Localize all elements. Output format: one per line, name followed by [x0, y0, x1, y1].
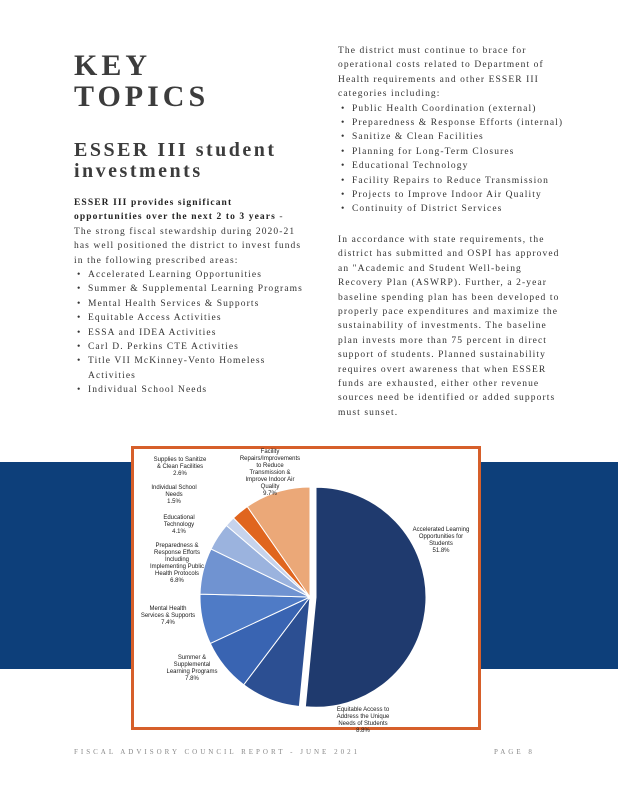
slice-label: Summer & Supplemental Learning Programs 7.8%	[166, 655, 218, 682]
list-item: • Accelerated Learning Opportunities	[88, 268, 304, 282]
slice-label: Individual School Needs 1.5%	[151, 485, 197, 505]
cost-categories-list	[338, 102, 570, 217]
list-item: • Facility Repairs to Reduce Transmission	[352, 174, 570, 188]
list-item: • ESSA and IDEA Activities	[88, 326, 304, 340]
list-item: • Sanitize & Clean Facilities	[352, 130, 570, 144]
left-column	[74, 50, 304, 398]
section-lead	[74, 196, 304, 268]
list-item: • Projects to Improve Indoor Air Quality	[352, 188, 570, 202]
slice-label: Facility Repairs/Improvements to Reduce Transmission & Improve Indoor Air Quality 9.7%	[239, 449, 301, 497]
list-item: • Planning for Long-Term Closures	[352, 145, 570, 159]
section-title	[74, 140, 304, 182]
section-title-line-1: ESSER III student	[74, 139, 277, 161]
prescribed-areas-list	[74, 268, 304, 398]
recovery-plan-paragraph: In accordance with state requirements, the district has submitted and OSPI has approved an "Academic and Student Well-being Recovery Plan (ASWRP). Further, a 2-year baseline spending plan has been developed to properly pace expenditures and maximize the sustainability of investments. The baseline plan invests more than 75 percent in direct support of students. Planned sustainability requires overt awareness that when ESSER funds are exhausted, either other revenue sources need be identified or added supports must sunset.	[338, 234, 560, 418]
slice-label: Accelerated Learning Opportunities for Students 51.8%	[412, 527, 470, 554]
footer-report-title: FISCAL ADVISORY COUNCIL REPORT - JUNE 2021	[74, 748, 361, 756]
list-item: • Educational Technology	[352, 159, 570, 173]
right-column	[338, 44, 570, 420]
slice-label: Supplies to Sanitize & Clean Facilities 2.6%	[153, 457, 207, 477]
list-item: • Carl D. Perkins CTE Activities	[88, 340, 304, 354]
footer-page-number: PAGE 8	[494, 748, 535, 756]
list-item: • Equitable Access Activities	[88, 311, 304, 325]
list-item: • Title VII McKinney-Vento Homeless Activities	[88, 354, 304, 383]
lead-rest: - The strong fiscal stewardship during 2020-21 has well positioned the district to invest funds in the following prescribed areas:	[74, 212, 302, 266]
list-item: • Preparedness & Response Efforts (internal)	[352, 116, 570, 130]
list-item: • Continuity of District Services	[352, 202, 570, 216]
slice-label: Preparedness & Response Efforts Including Implementing Public Health Protocols 6.8%	[149, 543, 205, 584]
slice-label: Equitable Access to Address the Unique Needs of Students 8.8%	[336, 707, 390, 734]
slice-label: Mental Health Services & Supports 7.4%	[140, 606, 196, 626]
slice-label: Educational Technology 4.1%	[163, 515, 195, 535]
key-topics-heading	[74, 50, 304, 112]
list-item: • Summer & Supplemental Learning Programs	[88, 282, 304, 296]
pie-chart	[134, 449, 478, 734]
list-item: • Mental Health Services & Supports	[88, 297, 304, 311]
list-item: • Public Health Coordination (external)	[352, 102, 570, 116]
section-title-line-2: investments	[74, 160, 203, 182]
costs-intro: The district must continue to brace for operational costs related to Department of Health requirements and other ESSER III categories including:	[338, 46, 544, 100]
lead-bold: ESSER III provides significant opportunities over the next 2 to 3 years	[74, 198, 276, 223]
heading-line-1: KEY	[74, 49, 152, 82]
list-item: • Individual School Needs	[88, 383, 304, 397]
heading-line-2: TOPICS	[74, 80, 210, 113]
pie-slice	[305, 487, 426, 707]
pie-chart-frame	[131, 446, 481, 734]
